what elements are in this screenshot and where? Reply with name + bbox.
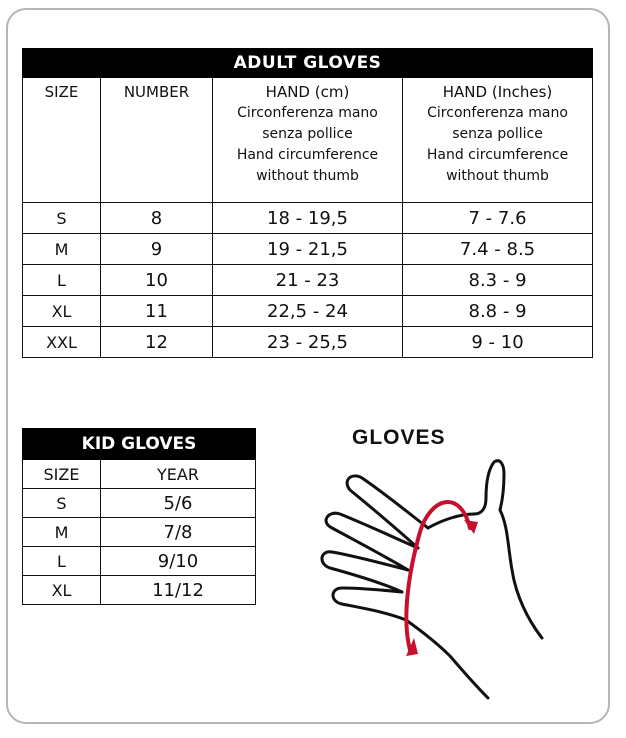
size-cell: XL: [23, 576, 101, 605]
header-hand-cm-label: HAND (cm): [265, 83, 350, 101]
table-row: [23, 327, 593, 358]
header-desc-en-2: without thumb: [256, 168, 359, 184]
number-cell: 9: [101, 234, 213, 265]
kid-gloves-table: [22, 428, 256, 605]
adult-gloves-table: [22, 48, 593, 358]
cm-cell: 23 - 25,5: [213, 327, 403, 358]
inches-cell: 7 - 7.6: [403, 203, 593, 234]
header-desc-it-1: Circonferenza mano: [237, 105, 378, 121]
size-cell: XXL: [23, 327, 101, 358]
year-cell: 9/10: [101, 547, 256, 576]
header-desc-it-2: senza pollice: [262, 126, 353, 142]
header-desc-it-2: senza pollice: [452, 126, 543, 142]
table-row: [23, 296, 593, 327]
header-size: SIZE: [23, 460, 101, 489]
year-cell: 11/12: [101, 576, 256, 605]
header-hand-cm: [213, 78, 403, 203]
header-size: SIZE: [23, 78, 101, 203]
table-row: [23, 547, 256, 576]
number-cell: 10: [101, 265, 213, 296]
header-desc-it-1: Circonferenza mano: [427, 105, 568, 121]
inches-cell: 8.3 - 9: [403, 265, 593, 296]
cm-cell: 21 - 23: [213, 265, 403, 296]
number-cell: 8: [101, 203, 213, 234]
header-hand-inches: [403, 78, 593, 203]
inches-cell: 8.8 - 9: [403, 296, 593, 327]
size-cell: S: [23, 203, 101, 234]
size-cell: XL: [23, 296, 101, 327]
kid-table-title: KID GLOVES: [23, 429, 256, 460]
table-row: [23, 265, 593, 296]
table-row: [23, 576, 256, 605]
illustration-title: GLOVES: [352, 426, 446, 449]
header-hand-inches-label: HAND (Inches): [442, 83, 553, 101]
size-cell: M: [23, 518, 101, 547]
size-cell: L: [23, 265, 101, 296]
table-row: [23, 518, 256, 547]
year-cell: 7/8: [101, 518, 256, 547]
table-row: [23, 203, 593, 234]
adult-table-title: ADULT GLOVES: [23, 49, 593, 78]
header-desc-en-1: Hand circumference: [236, 147, 379, 163]
size-cell: L: [23, 547, 101, 576]
cm-cell: 19 - 21,5: [213, 234, 403, 265]
cm-cell: 22,5 - 24: [213, 296, 403, 327]
year-cell: 5/6: [101, 489, 256, 518]
table-row: [23, 234, 593, 265]
size-cell: M: [23, 234, 101, 265]
inches-cell: 7.4 - 8.5: [403, 234, 593, 265]
number-cell: 11: [101, 296, 213, 327]
size-cell: S: [23, 489, 101, 518]
inches-cell: 9 - 10: [403, 327, 593, 358]
header-year: YEAR: [101, 460, 256, 489]
number-cell: 12: [101, 327, 213, 358]
header-desc-en-2: without thumb: [446, 168, 549, 184]
hand-measurement-icon: [310, 450, 570, 700]
table-row: [23, 489, 256, 518]
header-number: NUMBER: [101, 78, 213, 203]
cm-cell: 18 - 19,5: [213, 203, 403, 234]
header-desc-en-1: Hand circumference: [426, 147, 569, 163]
